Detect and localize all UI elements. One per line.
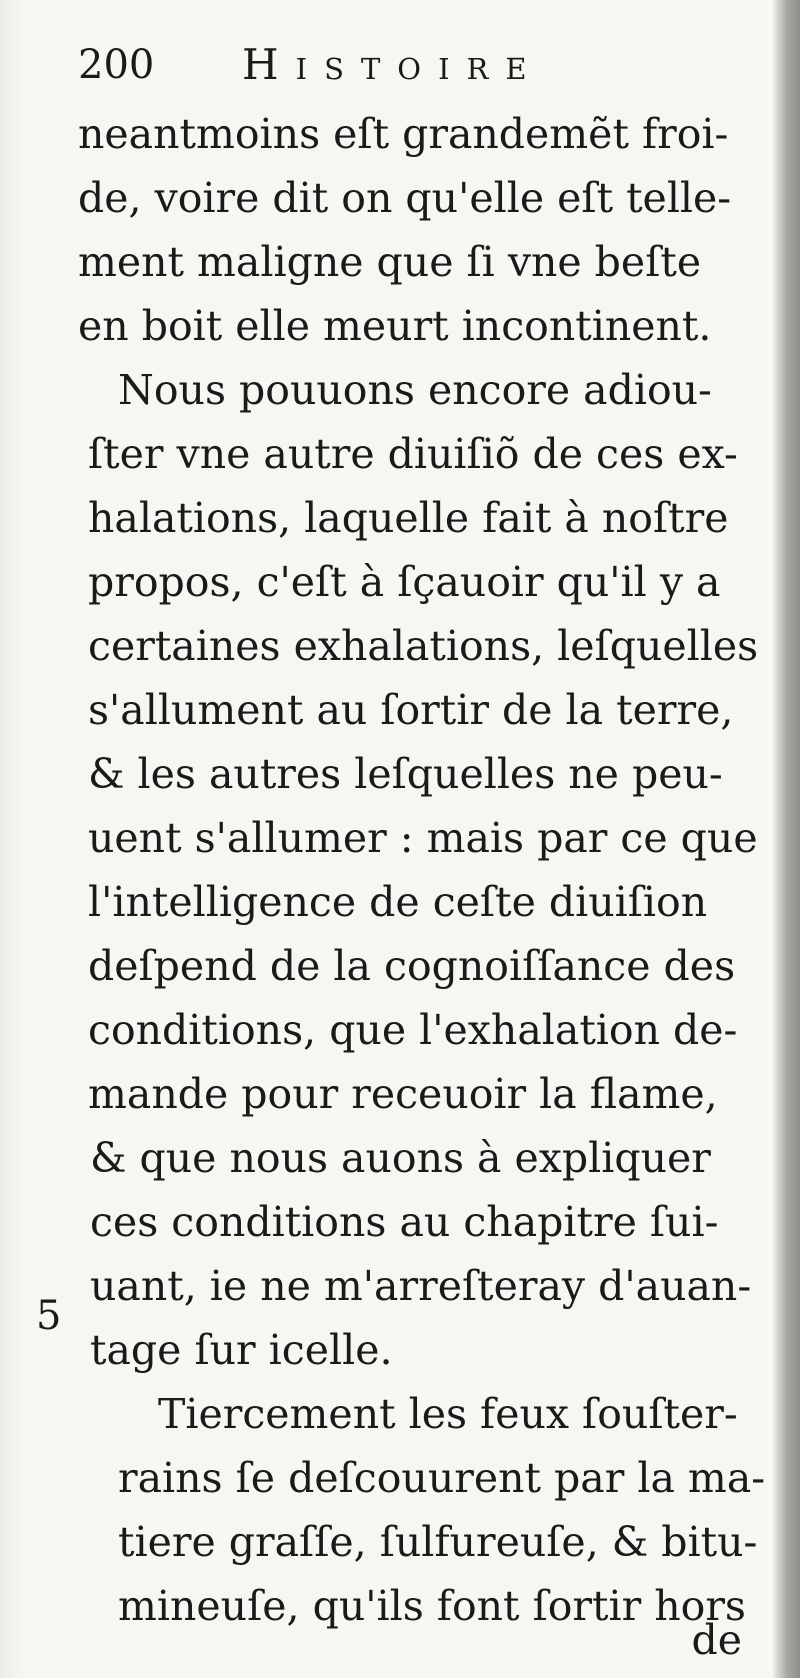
text-line: halations, laquelle fait à noſtre [88, 494, 729, 542]
text-line: deſpend de la cognoiſſance des [88, 942, 736, 990]
catchword: de [691, 1616, 742, 1664]
text-line: rains ſe deſcouurent par la ma- [118, 1454, 766, 1502]
text-line: tage ſur icelle. [90, 1326, 393, 1374]
paragraph-first-line: Tiercement les feux ſouſter- [158, 1390, 738, 1438]
text-line: mande pour receuoir la flame, [88, 1070, 718, 1118]
page-edge-shadow [770, 0, 800, 1678]
body-text [78, 102, 766, 1638]
paragraph-first-line: Nous pouuons encore adiou- [118, 366, 712, 414]
running-title: Histoire [242, 40, 544, 89]
text-line: ſter vne autre diuiſiõ de ces ex- [88, 430, 738, 478]
text-line: certaines exhalations, leſquelles [88, 622, 759, 670]
text-line: & les autres leſquelles ne peu- [88, 750, 723, 798]
text-line: ment maligne que ſi vne beſte [78, 238, 702, 286]
text-line: & que nous auons à expliquer [90, 1134, 711, 1182]
text-line: mineuſe, qu'ils font ſortir hors [118, 1582, 746, 1630]
text-line: de, voire dit on qu'elle eſt telle- [78, 174, 732, 222]
text-line: s'allument au ſortir de la terre, [88, 686, 734, 734]
text-line: ces conditions au chapitre ſui- [90, 1198, 719, 1246]
text-line: en boit elle meurt incontinent. [78, 302, 712, 350]
marginal-number: 5 [36, 1293, 62, 1339]
text-line: conditions, que l'exhalation de- [88, 1006, 738, 1054]
page-number: 200 [78, 42, 155, 88]
text-line: propos, c'eſt à ſçauoir qu'il y a [88, 558, 721, 606]
text-line: neantmoins eſt grandemẽt froi- [78, 110, 729, 158]
text-line: uant, ie ne m'arreſteray d'auan- [90, 1262, 752, 1310]
text-line: l'intelligence de ceſte diuiſion [88, 878, 708, 926]
text-line: tiere graſſe, ſulfureuſe, & bitu- [118, 1518, 758, 1566]
text-line: uent s'allumer : mais par ce que [88, 814, 758, 862]
gutter-shadow [0, 0, 22, 1678]
running-head [78, 40, 698, 90]
